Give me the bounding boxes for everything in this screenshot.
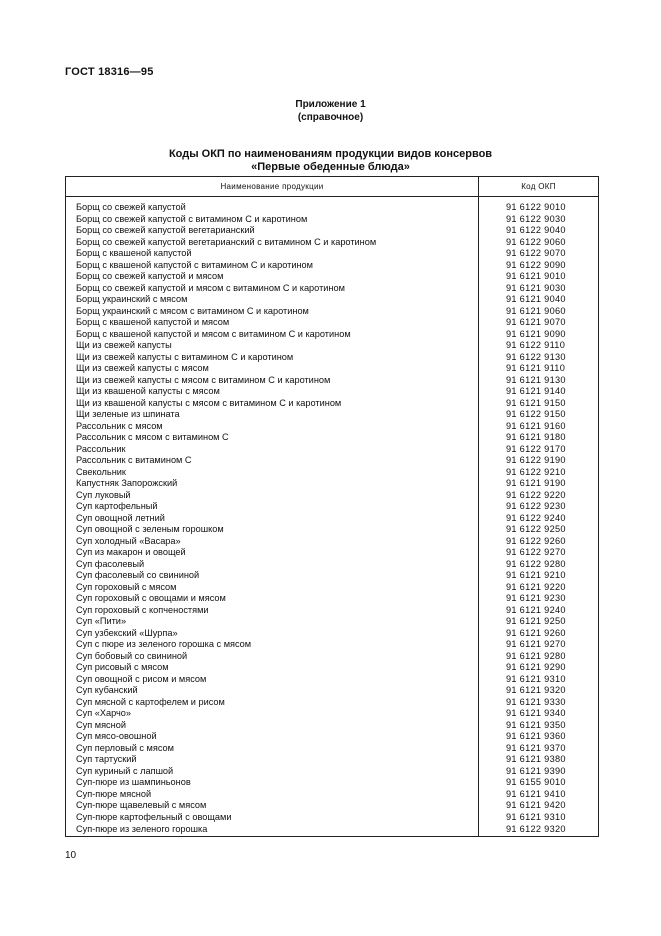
okp-code-cell: 91 6121 9190 — [479, 478, 599, 490]
product-name-cell: Суп гороховый с копченостями — [66, 605, 479, 617]
product-name-cell: Борщ со свежей капустой вегетарианский — [66, 225, 479, 237]
table-row — [66, 823, 599, 837]
product-name-cell: Суп «Харчо» — [66, 708, 479, 720]
product-name-cell: Суп-пюре из шампиньонов — [66, 777, 479, 789]
okp-code-cell: 91 6121 9130 — [479, 375, 599, 387]
table-row — [66, 467, 599, 479]
table-row — [66, 432, 599, 444]
table-row — [66, 375, 599, 387]
okp-code-cell: 91 6121 9370 — [479, 743, 599, 755]
table-row — [66, 651, 599, 663]
product-name-cell: Щи из свежей капусты с мясом — [66, 363, 479, 375]
table-row — [66, 720, 599, 732]
table-row — [66, 283, 599, 295]
okp-code-cell: 91 6121 9340 — [479, 708, 599, 720]
table-row — [66, 501, 599, 513]
okp-code-cell: 91 6121 9220 — [479, 582, 599, 594]
product-name-cell: Суп-пюре из зеленого горошка — [66, 823, 479, 837]
table-row — [66, 421, 599, 433]
table-row — [66, 800, 599, 812]
product-name-cell: Суп «Пити» — [66, 616, 479, 628]
table-row — [66, 524, 599, 536]
appendix-note: (справочное) — [297, 112, 364, 123]
table-row — [66, 352, 599, 364]
table-row — [66, 662, 599, 674]
product-name-cell: Щи из квашеной капусты с мясом — [66, 386, 479, 398]
product-name-cell: Борщ украинский с мясом — [66, 294, 479, 306]
table-row — [66, 490, 599, 502]
document-title-line-1: Коды ОКП по наименованиям продукции видов консервов — [168, 148, 493, 160]
table-row — [66, 754, 599, 766]
okp-code-cell: 91 6121 9330 — [479, 697, 599, 709]
table-row — [66, 674, 599, 686]
product-name-cell: Щи зеленые из шпината — [66, 409, 479, 421]
product-name-cell: Суп гороховый с мясом — [66, 582, 479, 594]
product-name-cell: Суп луковый — [66, 490, 479, 502]
okp-code-cell: 91 6121 9310 — [479, 674, 599, 686]
okp-code-cell: 91 6122 9040 — [479, 225, 599, 237]
product-name-cell: Суп из макарон и овощей — [66, 547, 479, 559]
product-name-cell: Суп фасолевый — [66, 559, 479, 571]
okp-code-cell: 91 6122 9260 — [479, 536, 599, 548]
okp-code-cell: 91 6122 9250 — [479, 524, 599, 536]
document-title-line-2: «Первые обеденные блюда» — [251, 161, 410, 173]
okp-code-cell: 91 6121 9180 — [479, 432, 599, 444]
okp-code-cell: 91 6122 9230 — [479, 501, 599, 513]
table-row — [66, 616, 599, 628]
product-name-cell: Борщ со свежей капустой — [66, 202, 479, 214]
product-name-cell: Борщ с квашеной капустой и мясом — [66, 317, 479, 329]
product-name-cell: Суп узбекский «Шурпа» — [66, 628, 479, 640]
table-row — [66, 225, 599, 237]
appendix-title: Приложение 1 — [295, 99, 366, 110]
okp-code-cell: 91 6121 9410 — [479, 789, 599, 801]
table-row — [66, 248, 599, 260]
product-name-cell: Суп кубанский — [66, 685, 479, 697]
okp-code-cell: 91 6122 9130 — [479, 352, 599, 364]
okp-code-cell: 91 6121 9210 — [479, 570, 599, 582]
table-row — [66, 570, 599, 582]
product-name-cell: Борщ украинский с мясом с витамином С и каротином — [66, 306, 479, 318]
table-row — [66, 260, 599, 272]
table-row — [66, 559, 599, 571]
table-row — [66, 444, 599, 456]
okp-code-cell: 91 6121 9320 — [479, 685, 599, 697]
product-name-cell: Суп бобовый со свининой — [66, 651, 479, 663]
okp-code-cell: 91 6121 9160 — [479, 421, 599, 433]
product-name-cell: Суп мясной с картофелем и рисом — [66, 697, 479, 709]
table-row — [66, 202, 599, 214]
product-name-cell: Борщ с квашеной капустой — [66, 248, 479, 260]
okp-code-cell: 91 6122 9170 — [479, 444, 599, 456]
product-name-cell: Борщ со свежей капустой вегетарианский с витамином С и каротином — [66, 237, 479, 249]
okp-code-cell: 91 6121 9090 — [479, 329, 599, 341]
table-row — [66, 386, 599, 398]
table-row — [66, 639, 599, 651]
okp-code-cell: 91 6121 9140 — [479, 386, 599, 398]
okp-code-cell: 91 6122 9190 — [479, 455, 599, 467]
okp-code-cell: 91 6122 9220 — [479, 490, 599, 502]
document-title — [0, 148, 661, 174]
table-row — [66, 237, 599, 249]
table-header-row — [66, 177, 599, 197]
product-name-cell: Суп перловый с мясом — [66, 743, 479, 755]
okp-code-cell: 91 6121 9250 — [479, 616, 599, 628]
okp-code-cell: 91 6121 9420 — [479, 800, 599, 812]
okp-code-cell: 91 6121 9310 — [479, 812, 599, 824]
product-name-cell: Суп-пюре мясной — [66, 789, 479, 801]
okp-code-cell: 91 6121 9230 — [479, 593, 599, 605]
okp-code-cell: 91 6121 9110 — [479, 363, 599, 375]
okp-code-cell: 91 6122 9320 — [479, 823, 599, 837]
okp-code-cell: 91 6122 9010 — [479, 202, 599, 214]
table-row — [66, 536, 599, 548]
product-name-cell: Щи из свежей капусты с мясом с витамином С и каротином — [66, 375, 479, 387]
okp-codes-table — [65, 176, 599, 837]
product-name-cell: Суп тартуский — [66, 754, 479, 766]
product-name-cell: Борщ с квашеной капустой и мясом с витамином С и каротином — [66, 329, 479, 341]
okp-code-cell: 91 6122 9280 — [479, 559, 599, 571]
okp-code-cell: 91 6122 9030 — [479, 214, 599, 226]
table-row — [66, 685, 599, 697]
table-row — [66, 812, 599, 824]
table-row — [66, 593, 599, 605]
table-row — [66, 547, 599, 559]
product-name-cell: Щи из квашеной капусты с мясом с витамином С и каротином — [66, 398, 479, 410]
table-row — [66, 363, 599, 375]
appendix-heading — [0, 98, 661, 124]
okp-code-cell: 91 6121 9030 — [479, 283, 599, 295]
product-name-cell: Свекольник — [66, 467, 479, 479]
okp-code-cell: 91 6155 9010 — [479, 777, 599, 789]
product-name-cell: Борщ со свежей капустой с витамином С и каротином — [66, 214, 479, 226]
table-row — [66, 605, 599, 617]
page-number: 10 — [65, 850, 77, 861]
table-row — [66, 306, 599, 318]
table-row — [66, 271, 599, 283]
table-row — [66, 329, 599, 341]
product-name-cell: Капустняк Запорожский — [66, 478, 479, 490]
okp-code-cell: 91 6121 9150 — [479, 398, 599, 410]
product-name-cell: Рассольник с мясом — [66, 421, 479, 433]
table-row — [66, 513, 599, 525]
product-name-cell: Суп мясной — [66, 720, 479, 732]
table-row — [66, 766, 599, 778]
table-row — [66, 478, 599, 490]
table-row — [66, 628, 599, 640]
okp-code-cell: 91 6121 9270 — [479, 639, 599, 651]
okp-code-cell: 91 6122 9210 — [479, 467, 599, 479]
okp-code-cell: 91 6122 9070 — [479, 248, 599, 260]
table-row — [66, 708, 599, 720]
table-row — [66, 777, 599, 789]
okp-code-cell: 91 6122 9240 — [479, 513, 599, 525]
standard-designation: ГОСТ 18316—95 — [65, 66, 154, 78]
product-name-cell: Рассольник — [66, 444, 479, 456]
table-row — [66, 582, 599, 594]
table-row — [66, 294, 599, 306]
table-row — [66, 409, 599, 421]
column-header-code: Код ОКП — [479, 177, 599, 197]
product-name-cell: Суп-пюре картофельный с овощами — [66, 812, 479, 824]
table-row — [66, 455, 599, 467]
okp-code-cell: 91 6121 9060 — [479, 306, 599, 318]
product-name-cell: Рассольник с мясом с витамином С — [66, 432, 479, 444]
product-name-cell: Суп мясо-овошной — [66, 731, 479, 743]
product-name-cell: Борщ с квашеной капустой с витамином С и каротином — [66, 260, 479, 272]
table-row — [66, 214, 599, 226]
table-row — [66, 789, 599, 801]
product-name-cell: Борщ со свежей капустой и мясом — [66, 271, 479, 283]
product-name-cell: Суп рисовый с мясом — [66, 662, 479, 674]
product-name-cell: Суп картофельный — [66, 501, 479, 513]
okp-code-cell: 91 6121 9390 — [479, 766, 599, 778]
product-name-cell: Щи из свежей капусты с витамином С и каротином — [66, 352, 479, 364]
product-name-cell: Суп куриный с лапшой — [66, 766, 479, 778]
table-row — [66, 317, 599, 329]
product-name-cell: Щи из свежей капусты — [66, 340, 479, 352]
product-name-cell: Суп фасолевый со свининой — [66, 570, 479, 582]
okp-code-cell: 91 6121 9360 — [479, 731, 599, 743]
table-row — [66, 398, 599, 410]
okp-code-cell: 91 6122 9060 — [479, 237, 599, 249]
product-name-cell: Суп овощной летний — [66, 513, 479, 525]
okp-code-cell: 91 6122 9090 — [479, 260, 599, 272]
column-header-name: Наименование продукции — [66, 177, 479, 197]
okp-code-cell: 91 6121 9380 — [479, 754, 599, 766]
okp-code-cell: 91 6121 9290 — [479, 662, 599, 674]
table-row — [66, 743, 599, 755]
table-row — [66, 697, 599, 709]
product-name-cell: Суп-пюре щавелевый с мясом — [66, 800, 479, 812]
okp-code-cell: 91 6121 9040 — [479, 294, 599, 306]
product-name-cell: Суп гороховый с овощами и мясом — [66, 593, 479, 605]
okp-code-cell: 91 6121 9240 — [479, 605, 599, 617]
okp-code-cell: 91 6121 9260 — [479, 628, 599, 640]
product-name-cell: Суп холодный «Васара» — [66, 536, 479, 548]
table-row — [66, 731, 599, 743]
okp-code-cell: 91 6122 9110 — [479, 340, 599, 352]
okp-code-cell: 91 6121 9350 — [479, 720, 599, 732]
product-name-cell: Рассольник с витамином С — [66, 455, 479, 467]
table-row — [66, 340, 599, 352]
product-name-cell: Борщ со свежей капустой и мясом с витамином С и каротином — [66, 283, 479, 295]
okp-code-cell: 91 6121 9280 — [479, 651, 599, 663]
okp-code-cell: 91 6121 9070 — [479, 317, 599, 329]
okp-code-cell: 91 6121 9010 — [479, 271, 599, 283]
product-name-cell: Суп овощной с рисом и мясом — [66, 674, 479, 686]
product-name-cell: Суп с пюре из зеленого горошка с мясом — [66, 639, 479, 651]
product-name-cell: Суп овощной с зеленым горошком — [66, 524, 479, 536]
okp-code-cell: 91 6122 9150 — [479, 409, 599, 421]
okp-code-cell: 91 6122 9270 — [479, 547, 599, 559]
